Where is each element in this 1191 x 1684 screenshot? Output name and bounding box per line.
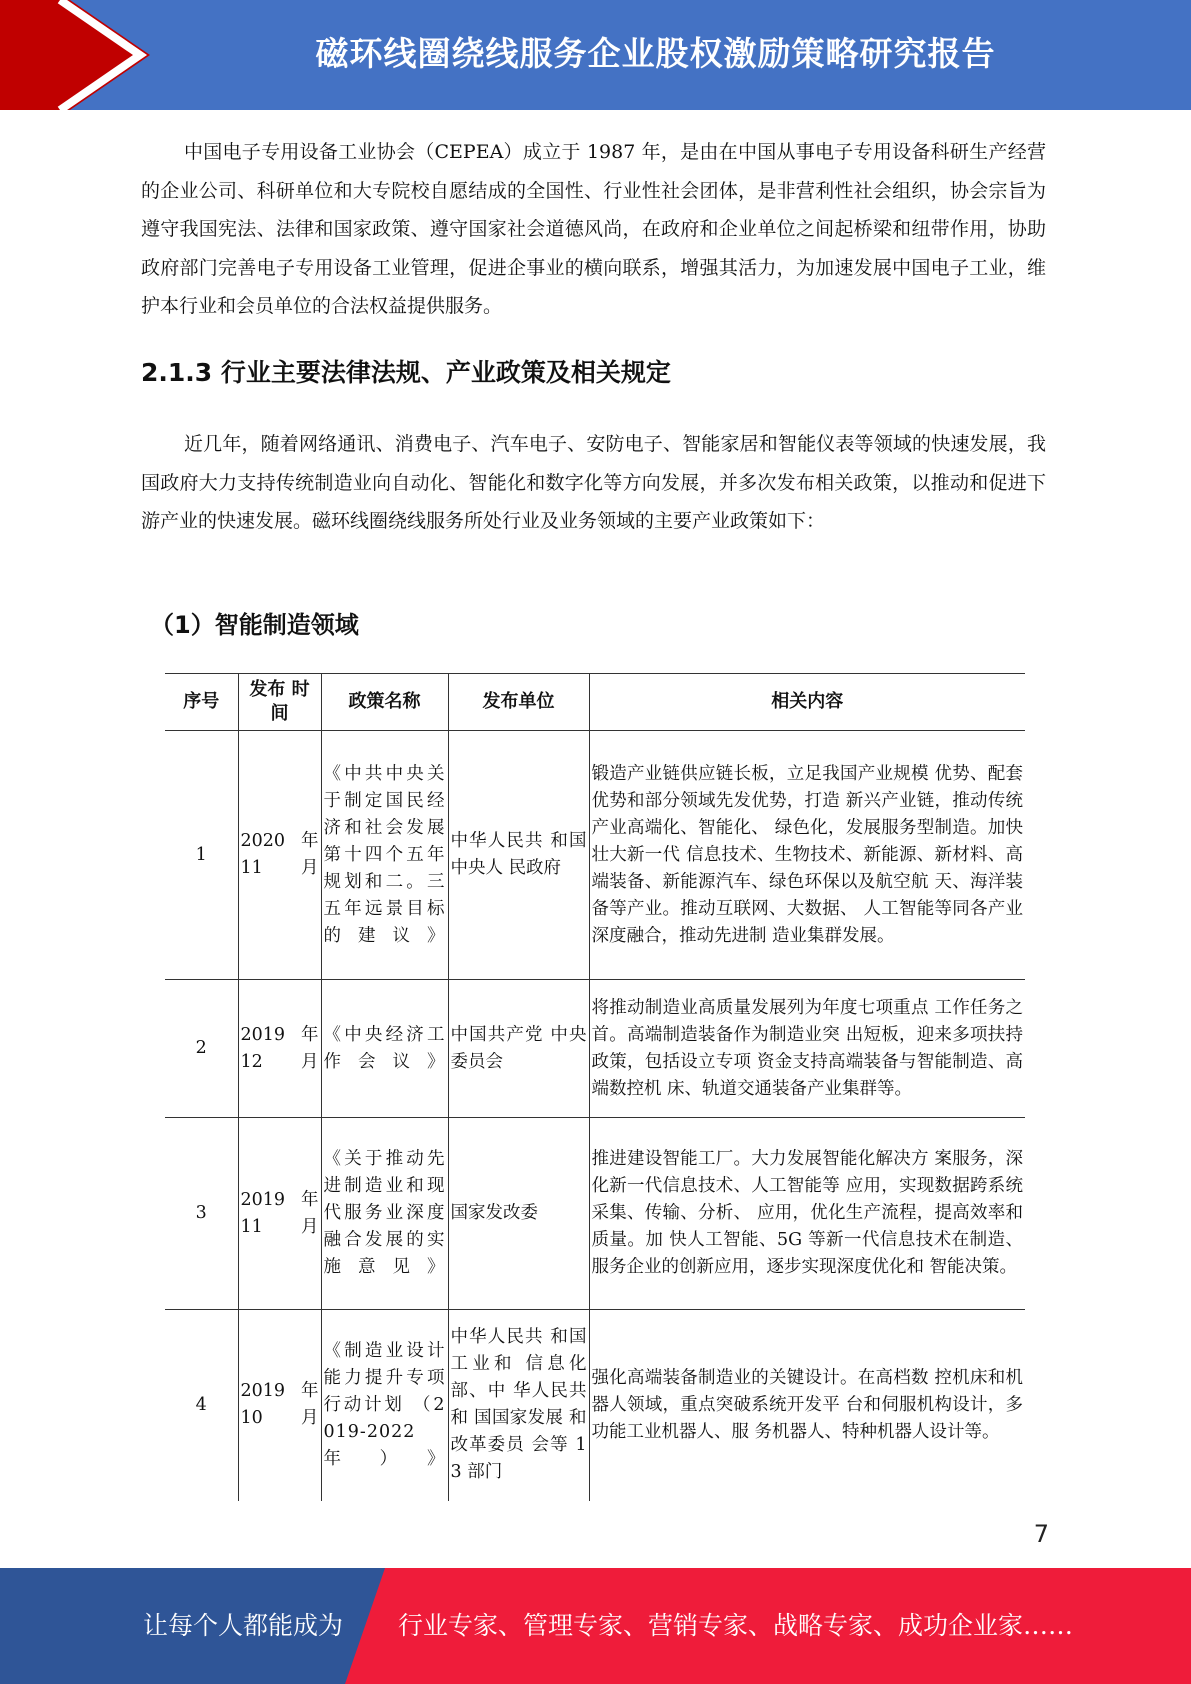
table-row xyxy=(165,1310,1025,1501)
footer-slogan-left: 让每个人都能成为 xyxy=(143,1611,344,1640)
cell-content: 推进建设智能工厂。大力发展智能化解决方 案服务，深化新一代信息技术、人工智能等 应用，实现数据跨系统采集、传输、分析、 应用，优化生产流程，提高效率和质量。加 快人工智能、5G 等新一代信息技术在制造、 服务企业的创新应用，逐步实现深度优化和 智能决策。 xyxy=(589,1118,1025,1310)
footer-slogan-right: 行业专家、管理专家、营销专家、战略专家、成功企业家…… xyxy=(398,1611,1074,1640)
cell-unit: 国家发改委 xyxy=(448,1118,589,1310)
header-date: 发布 时间 xyxy=(238,674,321,731)
cell-date: 2019 年 10 月 xyxy=(238,1310,321,1501)
cell-date: 2020 年 11 月 xyxy=(238,731,321,980)
cell-content: 强化高端装备制造业的关键设计。在高档数 控机床和机器人领域，重点突破系统开发平 台和伺服机构设计，多功能工业机器人、服 务机器人、特种机器人设计等。 xyxy=(589,1310,1025,1501)
cell-unit: 中华人民共 和国工业和 信息化部、中 华人民共和 国国家发展 和改革委员 会等 13 部门 xyxy=(448,1310,589,1501)
cell-policy-name: 《中央经济工作会议》 xyxy=(321,980,448,1118)
cell-unit: 中国共产党 中央委员会 xyxy=(448,980,589,1118)
cell-policy-name: 《关于推动先进制造业和现代服务业深度融合发展的实施意见》 xyxy=(321,1118,448,1310)
cell-date: 2019 年 12 月 xyxy=(238,980,321,1118)
header-banner xyxy=(0,0,1191,110)
cell-policy-name: 《制造业设计能力提升专项行动计划 （2019-2022 年）》 xyxy=(321,1310,448,1501)
header-arrow-decoration xyxy=(0,0,150,110)
policy-table xyxy=(165,673,1025,1501)
header-unit: 发布单位 xyxy=(448,674,589,731)
cell-no: 4 xyxy=(195,1394,207,1415)
footer-banner xyxy=(0,1568,1191,1684)
table-row xyxy=(165,1118,1025,1310)
cell-no: 3 xyxy=(165,1118,238,1310)
table-row xyxy=(165,731,1025,980)
cell-no: 2 xyxy=(165,980,238,1118)
cell-date: 2019 年 11 月 xyxy=(238,1118,321,1310)
cell-policy-name: 《中共中央关于制定国民经济和社会发展第十四个五年规划和二。三五年远景目标的建议》 xyxy=(321,731,448,980)
report-title: 磁环线圈绕线服务企业股权激励策略研究报告 xyxy=(315,34,996,73)
cell-unit: 中华人民共 和国中央人 民政府 xyxy=(448,731,589,980)
section-paragraph: 近几年，随着网络通讯、消费电子、汽车电子、安防电子、智能家居和智能仪表等领域的快速发展，我国政府大力支持传统制造业向自动化、智能化和数字化等方向发展，并多次发布相关政策，以推动和促进下游产业的快速发展。磁环线圈绕线服务所处行业及业务领域的主要产业政策如下： xyxy=(141,433,1046,532)
cell-no: 1 xyxy=(165,731,238,980)
table-header-row xyxy=(165,674,1025,731)
header-no: 序号 xyxy=(165,674,238,731)
table-row xyxy=(165,980,1025,1118)
cell-content: 将推动制造业高质量发展列为年度七项重点 工作任务之首。高端制造装备作为制造业突 出短板，迎来多项扶持政策，包括设立专项 资金支持高端装备与智能制造、高端数控机 床、轨道交通装备产业集群等。 xyxy=(589,980,1025,1118)
intro-paragraph: 中国电子专用设备工业协会（CEPEA）成立于 1987 年，是由在中国从事电子专用设备科研生产经营的企业公司、科研单位和大专院校自愿结成的全国性、行业性社会团体，是非营利性社会组织，协会宗旨为遵守我国宪法、法律和国家政策、遵守国家社会道德风尚，在政府和企业单位之间起桥梁和纽带作用，协助政府部门完善电子专用设备工业管理，促进企事业的横向联系，增强其活力，为加速发展中国电子工业，维护本行业和会员单位的合法权益提供服务。 xyxy=(141,141,1046,317)
page-number: 7 xyxy=(1033,1520,1049,1548)
header-content: 相关内容 xyxy=(589,674,1025,731)
section-heading: 2.1.3 行业主要法律法规、产业政策及相关规定 xyxy=(141,358,671,387)
cell-content: 锻造产业链供应链长板，立足我国产业规模 优势、配套优势和部分领域先发优势，打造 新兴产业链，推动传统产业高端化、智能化、 绿色化，发展服务型制造。加快壮大新一代 信息技术、生物技术、新能源、新材料、高 端装备、新能源汽车、绿色环保以及航空航 天、海洋装备等产业。推动互联网、大数据、 人工智能等同各产业深度融合，推动先进制 造业集群发展。 xyxy=(589,731,1025,980)
subsection-heading: （1）智能制造领域 xyxy=(150,611,359,639)
header-name: 政策名称 xyxy=(321,674,448,731)
